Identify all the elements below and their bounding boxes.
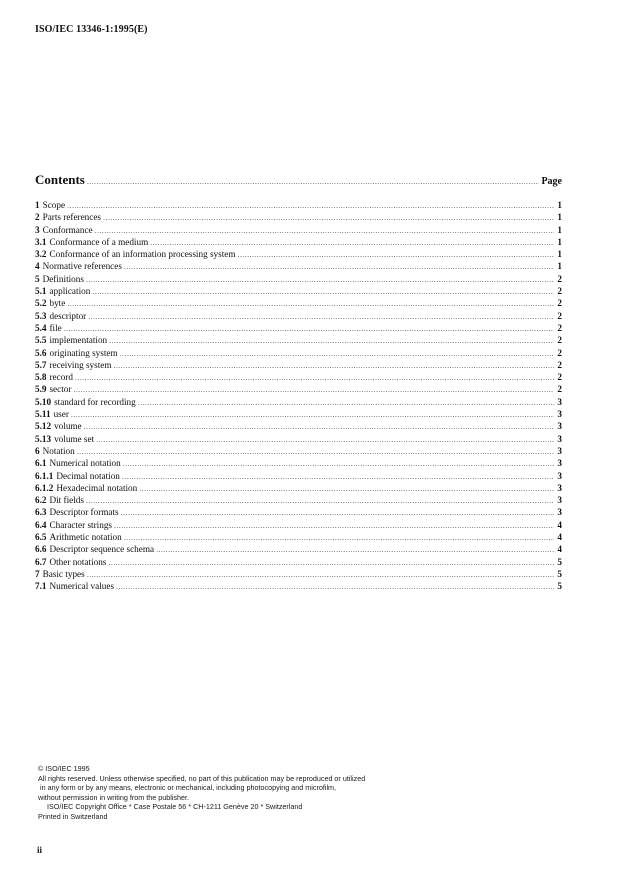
toc-entry-number: 6.4 (35, 519, 47, 530)
toc-entry (35, 297, 562, 309)
dot-leader (114, 520, 554, 532)
page-column-label: Page (541, 176, 562, 187)
toc-entry-label: Arithmetic notation (49, 532, 122, 543)
toc-entry-page: 3 (557, 433, 562, 444)
toc-entry-label: Normative references (42, 261, 122, 272)
toc-entry-number: 5.13 (35, 433, 52, 444)
toc-entry-number: 6.1 (35, 458, 47, 469)
dot-leader (139, 483, 554, 495)
toc-entry-label: Numerical values (49, 581, 115, 592)
toc-entry-label: implementation (49, 335, 108, 346)
toc-entry (35, 470, 562, 482)
toc-entry (35, 273, 562, 285)
toc-entry-number: 5.7 (35, 359, 47, 370)
toc-entry-page: 2 (557, 298, 562, 309)
dot-leader (124, 261, 554, 273)
toc-entry (35, 420, 562, 432)
toc-entry-label: Conformance (42, 224, 93, 235)
toc-entry-number: 2 (35, 212, 40, 223)
dot-leader (123, 458, 554, 470)
dot-leader (67, 298, 554, 310)
toc-entry-page: 2 (557, 322, 562, 333)
dot-leader (156, 544, 554, 556)
dot-leader (87, 176, 540, 188)
toc-entry-page: 1 (557, 249, 562, 260)
toc-entry-page: 3 (557, 470, 562, 481)
dot-leader (86, 495, 554, 507)
printed-in-line: Printed in Switzerland (38, 811, 108, 821)
dot-leader (73, 384, 554, 396)
toc-entry (35, 211, 562, 223)
toc-entry-page: 4 (557, 544, 562, 555)
toc-entry-page: 3 (557, 482, 562, 493)
dot-leader (86, 274, 554, 286)
dot-leader (124, 532, 554, 544)
rights-line-3: without permission in writing from the publisher. (38, 792, 190, 802)
toc-entry-label: Numerical notation (49, 458, 121, 469)
toc-entry-label: Hexadecimal notation (56, 482, 138, 493)
toc-entry-page: 3 (557, 421, 562, 432)
toc-entry-label: Scope (42, 200, 66, 210)
toc-entry-page: 1 (557, 236, 562, 247)
dot-leader (109, 335, 554, 347)
toc-entry-page: 3 (557, 495, 562, 506)
toc-entry (35, 347, 562, 359)
toc-entry-number: 6.7 (35, 556, 47, 567)
toc-entry-number: 5.5 (35, 335, 47, 346)
dot-leader (95, 225, 554, 237)
toc-entry-label: Conformance of a medium (49, 236, 149, 247)
toc-entry-label: Parts references (42, 212, 102, 223)
toc-entry-number: 5.4 (35, 322, 47, 333)
toc-entry-label: standard for recording (54, 396, 136, 407)
toc-entry-page: 5 (557, 568, 562, 579)
toc-entry-label: Basic types (42, 568, 85, 579)
dot-leader (67, 200, 554, 212)
toc-entry-page: 3 (557, 409, 562, 420)
dot-leader (138, 397, 554, 409)
toc-entry (35, 531, 562, 543)
toc-entry-page: 4 (557, 519, 562, 530)
toc-entry (35, 568, 562, 580)
dot-leader (88, 311, 554, 323)
toc-entry-page: 3 (557, 458, 562, 469)
toc-entry-label: Other notations (49, 556, 107, 567)
toc-entry-number: 5.2 (35, 298, 47, 309)
dot-leader (75, 372, 554, 384)
toc-entry-label: application (49, 286, 91, 297)
toc-entry-label: file (49, 322, 62, 333)
toc-entry (35, 506, 562, 518)
toc-entry (35, 285, 562, 297)
dot-leader (87, 569, 554, 581)
toc-entry-number: 7 (35, 568, 40, 579)
toc-entry (35, 334, 562, 346)
toc-entry-number: 5.12 (35, 421, 52, 432)
toc-entry-label: Definitions (42, 273, 84, 284)
toc-entry-page: 3 (557, 396, 562, 407)
toc-entry-page: 5 (557, 556, 562, 567)
toc-entry-label: Decimal notation (56, 470, 120, 481)
dot-leader (92, 286, 554, 298)
toc-entry (35, 248, 562, 260)
dot-leader (120, 348, 554, 360)
table-of-contents (35, 199, 562, 593)
toc-entry (35, 494, 562, 506)
toc-entry-page: 2 (557, 273, 562, 284)
toc-entry-number: 3.2 (35, 249, 47, 260)
toc-entry (35, 543, 562, 555)
toc-entry-page: 1 (557, 200, 562, 210)
dot-leader (71, 409, 554, 421)
toc-entry-number: 5 (35, 273, 40, 284)
document-id-header: ISO/IEC 13346-1:1995(E) (35, 24, 148, 35)
rights-line-2: in any form or by any means, electronic or mechanical, including photocopying and microfilm, (40, 783, 337, 793)
toc-entry (35, 396, 562, 408)
contents-title: Contents (35, 172, 85, 187)
toc-entry (35, 310, 562, 322)
toc-entry-label: descriptor (49, 310, 87, 321)
toc-entry (35, 260, 562, 272)
toc-entry-page: 1 (557, 261, 562, 272)
copyright-line: © ISO/IEC 1995 (38, 764, 90, 773)
toc-entry-number: 6.5 (35, 532, 47, 543)
toc-entry (35, 457, 562, 469)
toc-entry-number: 3.1 (35, 236, 47, 247)
toc-entry (35, 359, 562, 371)
rights-line-1: All rights reserved. Unless otherwise specified, no part of this publication may be reproduced or utilized (38, 773, 366, 783)
toc-entry-number: 5.11 (35, 409, 51, 420)
toc-entry-page: 2 (557, 384, 562, 395)
toc-entry-label: Dit fields (49, 495, 84, 506)
dot-leader (77, 446, 554, 458)
toc-entry (35, 580, 562, 592)
dot-leader (84, 421, 554, 433)
toc-entry (35, 383, 562, 395)
toc-entry-label: Descriptor sequence schema (49, 544, 155, 555)
toc-entry (35, 408, 562, 420)
toc-entry-number: 5.10 (35, 396, 52, 407)
toc-entry-number: 6 (35, 445, 40, 456)
toc-entry-page: 2 (557, 310, 562, 321)
toc-entry-label: receiving system (49, 359, 112, 370)
dot-leader (96, 434, 554, 446)
dot-leader (108, 557, 554, 569)
toc-entry-number: 6.1.1 (35, 470, 54, 481)
toc-entry-number: 5.9 (35, 384, 47, 395)
toc-entry-number: 7.1 (35, 581, 47, 592)
toc-entry (35, 371, 562, 383)
dot-leader (238, 249, 555, 261)
copyright-office-address: ISO/IEC Copyright Office * Case Postale 56 * CH-1211 Genève 20 * Switzerland (47, 802, 303, 812)
toc-entry-label: record (49, 372, 73, 383)
contents-heading-row (35, 172, 562, 188)
toc-entry-number: 3 (35, 224, 40, 235)
toc-entry-label: byte (49, 298, 66, 309)
toc-entry-label: originating system (49, 347, 118, 358)
toc-entry-label: volume set (54, 433, 95, 444)
toc-entry (35, 199, 562, 211)
toc-entry (35, 519, 562, 531)
toc-entry-page: 1 (557, 212, 562, 223)
toc-entry-label: Conformance of an information processing system (49, 249, 236, 260)
toc-entry (35, 482, 562, 494)
page-number: ii (37, 845, 43, 855)
toc-entry-label: user (53, 409, 69, 420)
dot-leader (113, 360, 554, 372)
toc-entry-page: 3 (557, 445, 562, 456)
toc-entry-label: Notation (42, 445, 75, 456)
toc-entry-number: 5.1 (35, 286, 47, 297)
toc-entry (35, 433, 562, 445)
copyright-notice (38, 764, 365, 822)
toc-entry-number: 5.6 (35, 347, 47, 358)
toc-entry-number: 5.8 (35, 372, 47, 383)
toc-entry (35, 224, 562, 236)
dot-leader (121, 507, 554, 519)
toc-entry-label: Descriptor formats (49, 507, 119, 518)
toc-entry-page: 2 (557, 359, 562, 370)
toc-entry-page: 1 (557, 224, 562, 235)
toc-entry (35, 556, 562, 568)
toc-entry (35, 445, 562, 457)
toc-entry-number: 5.3 (35, 310, 47, 321)
toc-entry-label: volume (54, 421, 82, 432)
toc-entry-number: 1 (35, 200, 40, 210)
toc-entry-page: 4 (557, 532, 562, 543)
toc-entry-page: 2 (557, 286, 562, 297)
toc-entry (35, 236, 562, 248)
toc-entry-label: Character strings (49, 519, 112, 530)
toc-entry-page: 3 (557, 507, 562, 518)
toc-entry-page: 2 (557, 372, 562, 383)
dot-leader (116, 581, 554, 593)
toc-entry-number: 6.2 (35, 495, 47, 506)
toc-entry-number: 6.1.2 (35, 482, 54, 493)
toc-entry-number: 6.3 (35, 507, 47, 518)
toc-entry-number: 4 (35, 261, 40, 272)
dot-leader (64, 323, 554, 335)
toc-entry-page: 5 (557, 581, 562, 592)
toc-entry-page: 2 (557, 335, 562, 346)
dot-leader (122, 471, 554, 483)
toc-entry-number: 6.6 (35, 544, 47, 555)
toc-entry-label: sector (49, 384, 72, 395)
dot-leader (103, 212, 554, 224)
toc-entry-page: 2 (557, 347, 562, 358)
toc-entry (35, 322, 562, 334)
